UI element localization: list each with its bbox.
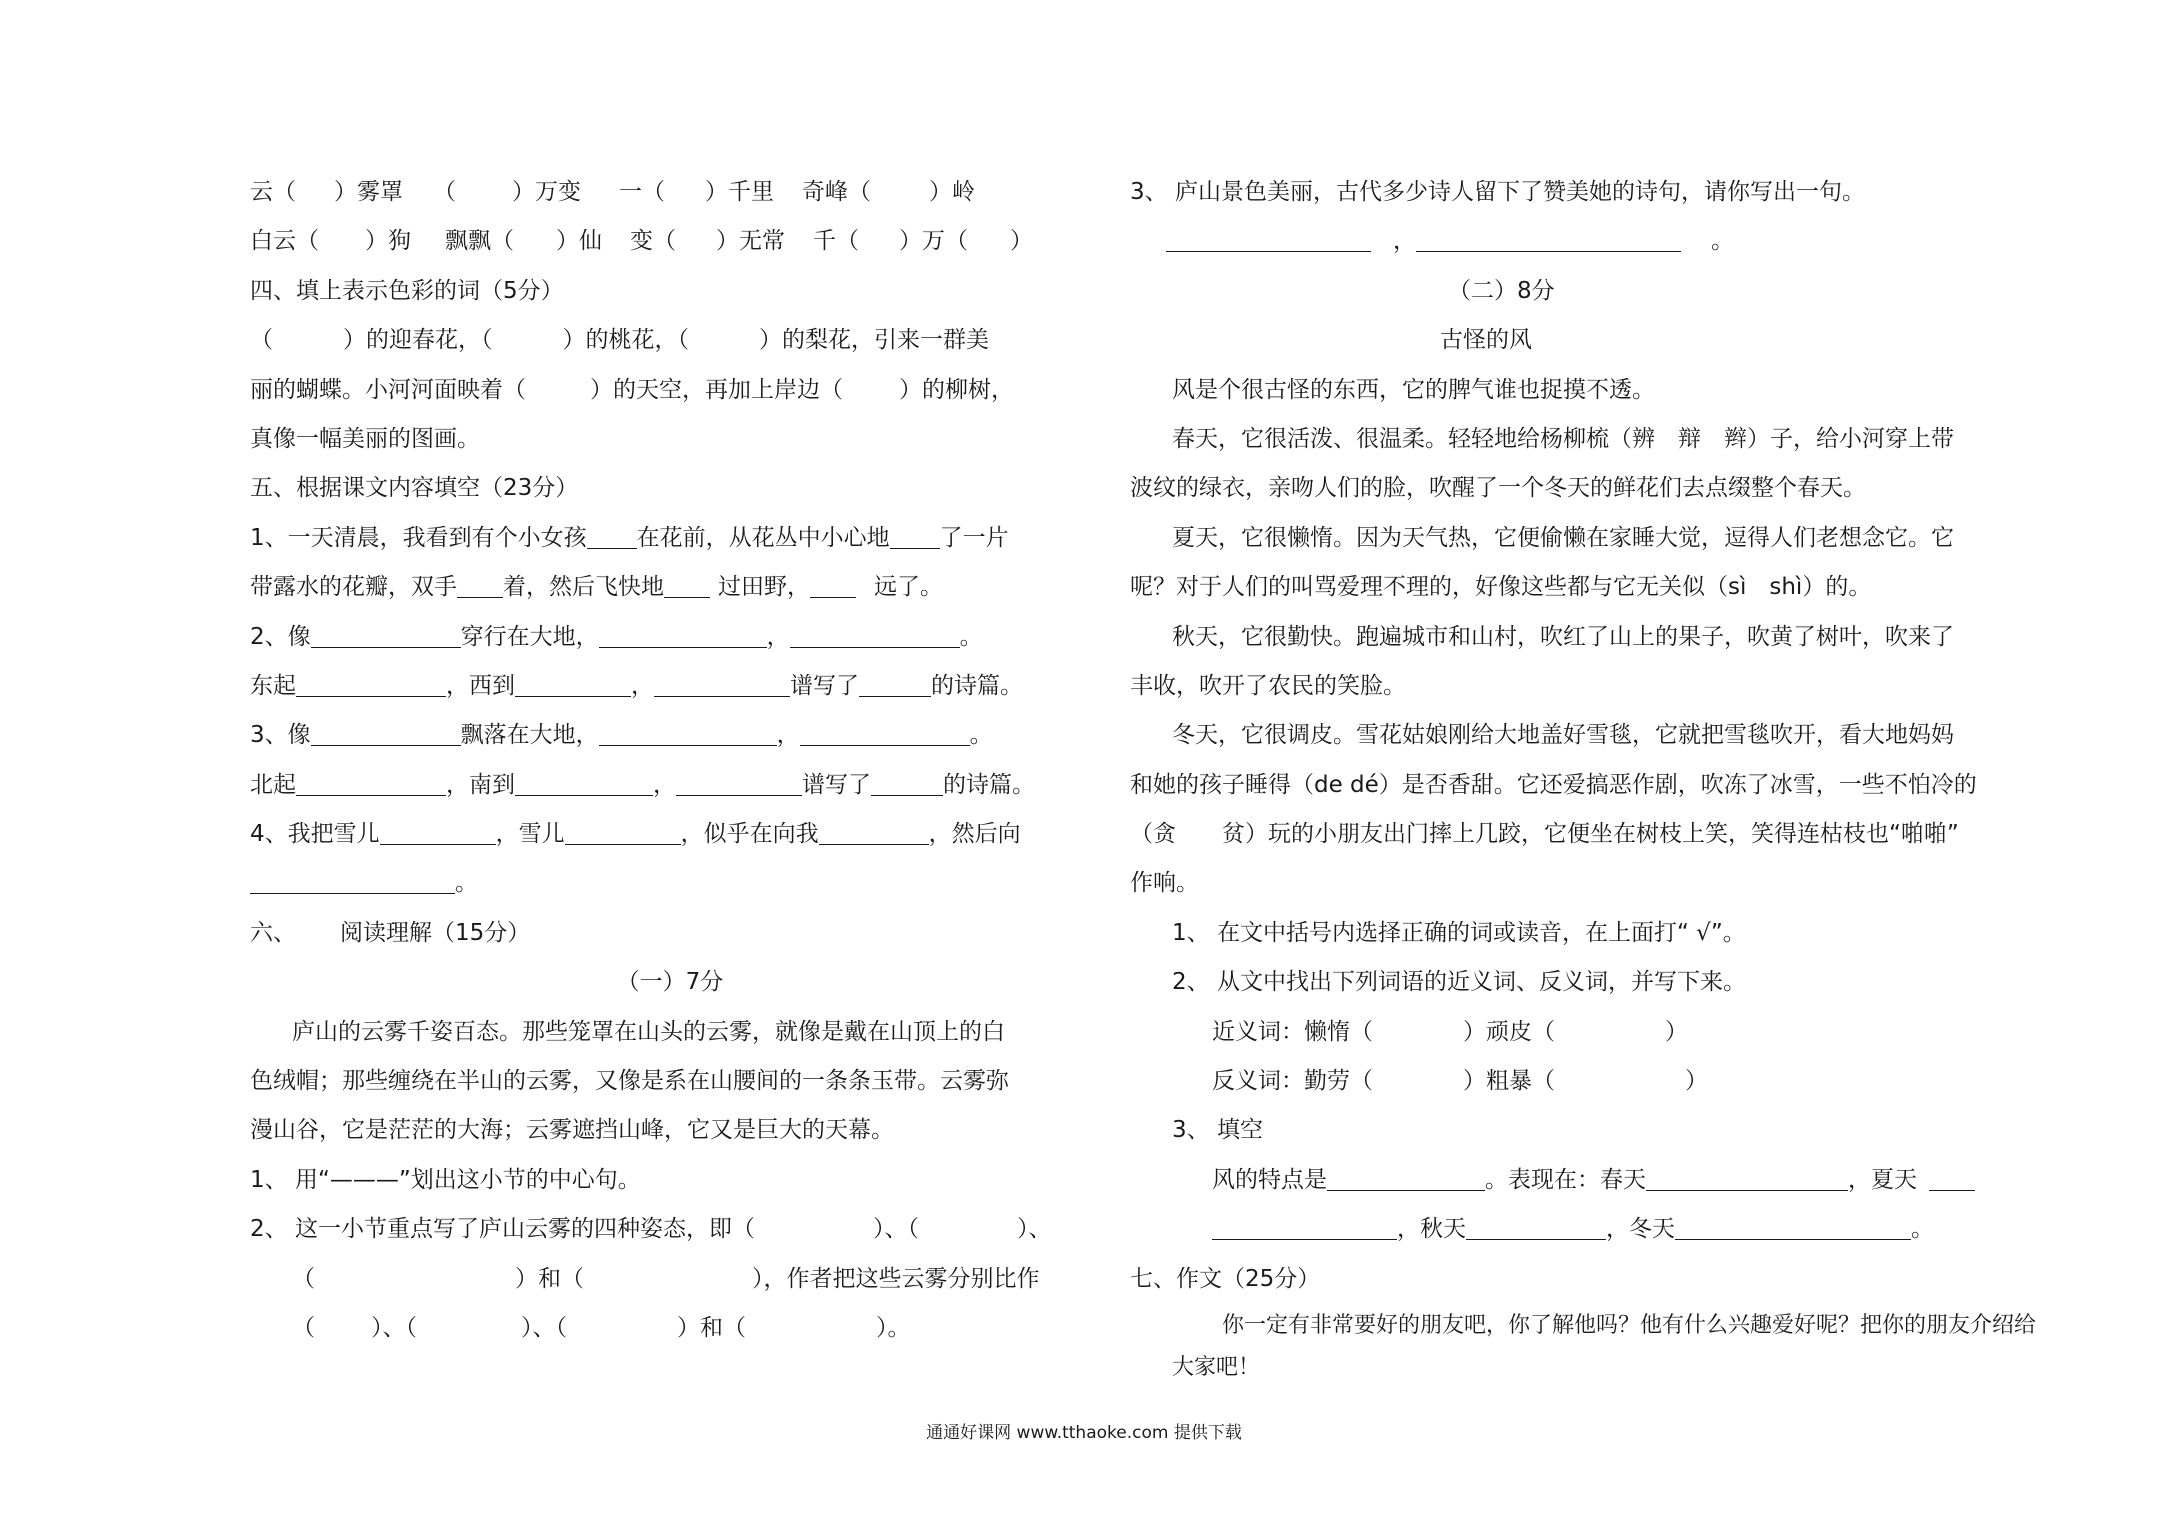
footer-credit: 通通好课网 www.tthaoke.com 提供下载 bbox=[926, 1423, 1242, 1443]
section-6-title bbox=[250, 909, 1090, 958]
question-2-line bbox=[250, 613, 1090, 662]
text: ）的柳树， bbox=[899, 376, 1014, 403]
answer-blank[interactable] bbox=[654, 670, 790, 697]
answer-blank[interactable] bbox=[1212, 1213, 1397, 1240]
text: ，雪儿 bbox=[495, 821, 565, 848]
text: ）、（ bbox=[371, 1314, 417, 1341]
text: 谱写了 bbox=[790, 672, 859, 699]
answer-blank[interactable] bbox=[790, 621, 960, 648]
text: ）和（ bbox=[677, 1314, 746, 1341]
answer-blank[interactable] bbox=[599, 621, 767, 648]
answer-blank[interactable] bbox=[1327, 1164, 1485, 1191]
section-4-line bbox=[250, 366, 1090, 415]
text: 变（ bbox=[630, 228, 676, 255]
answer-blank[interactable] bbox=[1646, 1164, 1848, 1191]
question-3-line bbox=[250, 761, 1090, 810]
text: 2、 这一小节重点写了庐山云雾的四种姿态，即（ bbox=[250, 1216, 755, 1243]
text: （ bbox=[433, 179, 456, 205]
text: 。 bbox=[1711, 228, 1734, 255]
answer-blank[interactable] bbox=[296, 670, 446, 697]
text: ） bbox=[1010, 228, 1033, 255]
text: 的诗篇。 bbox=[931, 672, 1023, 699]
text: ）、（ bbox=[521, 1314, 567, 1341]
text: 过田野， bbox=[718, 574, 810, 601]
answer-blank[interactable] bbox=[587, 522, 637, 549]
text: 近义词：懒惰（ bbox=[1212, 1018, 1373, 1045]
right-column bbox=[1130, 168, 2042, 1388]
story-question-3: 3、 填空 bbox=[1172, 1117, 1263, 1144]
passage-line: 漫山谷，它是茫茫的大海；云雾遮挡山峰，它又是巨大的天幕。 bbox=[250, 1117, 894, 1144]
story-line: 春天，它很活泼、很温柔。轻轻地给杨柳梳（辨 辩 辫）子，给小河穿上带 bbox=[1172, 425, 1954, 452]
text: ，似乎在向我 bbox=[680, 821, 819, 848]
text: ）的桃花，（ bbox=[562, 327, 689, 354]
text: 白云（ bbox=[250, 228, 319, 255]
section-4-title: 四、填上表示色彩的词（5分） bbox=[250, 277, 564, 304]
subsection-title: （一）7分 bbox=[616, 969, 724, 996]
text: 千（ bbox=[813, 228, 859, 255]
text: 。 bbox=[455, 870, 478, 897]
story-line: 风是个很古怪的东西，它的脾气谁也捉摸不透。 bbox=[1172, 376, 1655, 403]
passage-line: 庐山的云雾千姿百态。那些笼罩在山头的云雾，就像是戴在山顶上的白 bbox=[292, 1018, 1005, 1045]
story-line: 丰收，吹开了农民的笑脸。 bbox=[1130, 672, 1406, 699]
poem-answer-line bbox=[1130, 217, 2042, 266]
text: ）万变 bbox=[512, 179, 581, 205]
text: 穿行在大地， bbox=[460, 623, 599, 650]
text: ， bbox=[631, 672, 654, 699]
text: 丽的蝴蝶。小河河面映着（ bbox=[250, 376, 526, 403]
left-column bbox=[250, 168, 1090, 1353]
text: ）无常 bbox=[716, 228, 785, 255]
story-line: 和她的孩子睡得（de dé）是否香甜。它还爱搞恶作剧，吹冻了冰雪，一些不怕冷的 bbox=[1130, 771, 1977, 798]
reading-question-2 bbox=[250, 1205, 1090, 1254]
story-line: 作响。 bbox=[1130, 870, 1199, 897]
answer-blank[interactable] bbox=[565, 818, 681, 845]
text: ）顽皮（ bbox=[1463, 1018, 1555, 1045]
text: （ bbox=[292, 1314, 315, 1341]
text: 带露水的花瓣，双手 bbox=[250, 574, 457, 601]
answer-blank[interactable] bbox=[890, 522, 940, 549]
text: ）万（ bbox=[899, 228, 968, 255]
text: 六、 bbox=[250, 919, 296, 946]
text: 飘落在大地， bbox=[460, 722, 599, 749]
text: （ bbox=[250, 327, 273, 354]
answer-blank[interactable] bbox=[599, 719, 777, 746]
idiom-row-2 bbox=[250, 217, 1090, 266]
answer-blank[interactable] bbox=[311, 719, 461, 746]
text: 飘飘（ bbox=[445, 228, 514, 255]
answer-blank[interactable] bbox=[664, 571, 710, 598]
text: 奇峰（ bbox=[802, 179, 871, 205]
text: ）。 bbox=[876, 1314, 911, 1341]
story-line: 呢？对于人们的叫骂爱理不理的，好像这些都与它无关似（sì shì）的。 bbox=[1130, 574, 1872, 601]
text: 2、像 bbox=[250, 623, 311, 650]
section-4-line: 真像一幅美丽的图画。 bbox=[250, 425, 480, 452]
text: 一（ bbox=[619, 179, 665, 205]
question-2-line bbox=[250, 662, 1090, 711]
antonym-line bbox=[1130, 1057, 2042, 1106]
question-1-line bbox=[250, 514, 1090, 563]
answer-blank[interactable] bbox=[515, 670, 631, 697]
story-line: 秋天，它很勤快。跑遍城市和山村，吹红了山上的果子，吹黄了树叶，吹来了 bbox=[1172, 623, 1954, 650]
text: 风的特点是 bbox=[1212, 1166, 1327, 1193]
answer-blank[interactable] bbox=[457, 571, 503, 598]
text: ，夏天 bbox=[1848, 1166, 1917, 1193]
subsection-title: （二）8分 bbox=[1448, 277, 1555, 304]
text: ）仙 bbox=[556, 228, 602, 255]
story-line: （贪 贫）玩的小朋友出门摔上几跤，它便坐在树枝上笑，笑得连枯枝也“啪啪” bbox=[1130, 821, 1959, 848]
fill-line bbox=[1130, 1156, 2042, 1205]
text: ， bbox=[1393, 228, 1416, 255]
text: 。 bbox=[1911, 1216, 1934, 1243]
answer-blank[interactable] bbox=[1416, 225, 1681, 252]
synonym-line bbox=[1130, 1008, 2042, 1057]
story-line: 冬天，它很调皮。雪花姑娘刚给大地盖好雪毯，它就把雪毯吹开，看大地妈妈 bbox=[1172, 722, 1954, 749]
answer-blank[interactable] bbox=[380, 818, 496, 845]
text: （ bbox=[292, 1265, 315, 1292]
essay-prompt: 你一定有非常要好的朋友吧，你了解他吗？他有什么兴趣爱好呢？把你的朋友介绍给 bbox=[1222, 1312, 2037, 1338]
text: 反义词：勤劳（ bbox=[1212, 1068, 1373, 1095]
answer-blank[interactable] bbox=[1166, 225, 1371, 252]
text: ）千里 bbox=[705, 179, 774, 205]
answer-blank[interactable] bbox=[859, 670, 931, 697]
essay-prompt: 大家吧！ bbox=[1172, 1354, 1261, 1380]
idiom-row-1 bbox=[250, 168, 1090, 217]
reading-question-2 bbox=[250, 1304, 1090, 1353]
text: 1、一天清晨，我看到有个小女孩 bbox=[250, 524, 587, 551]
text: ），作者把这些云雾分别比作 bbox=[752, 1265, 1040, 1292]
text: ） bbox=[1685, 1068, 1708, 1095]
answer-blank[interactable] bbox=[250, 867, 455, 894]
question-4-line bbox=[250, 859, 1090, 908]
story-line: 夏天，它很懒惰。因为天气热，它便偷懒在家睡大觉，逗得人们老想念它。它 bbox=[1172, 524, 1954, 551]
text: ， bbox=[766, 623, 790, 650]
answer-blank[interactable] bbox=[1929, 1164, 1975, 1191]
text: 了一片 bbox=[939, 524, 1009, 551]
story-line: 波纹的绿衣，亲吻人们的脸，吹醒了一个冬天的鲜花们去点缀整个春天。 bbox=[1130, 475, 1866, 502]
text: 远了。 bbox=[874, 574, 943, 601]
reading-question-2 bbox=[250, 1255, 1090, 1304]
story-title: 古怪的风 bbox=[1440, 327, 1532, 354]
answer-blank[interactable] bbox=[1466, 1213, 1606, 1240]
reading-question-3: 3、 庐山景色美丽，古代多少诗人留下了赞美她的诗句，请你写出一句。 bbox=[1130, 179, 1865, 205]
text: ， bbox=[776, 722, 800, 749]
reading-question-1: 1、 用“———”划出这小节的中心句。 bbox=[250, 1166, 641, 1193]
fill-line bbox=[1130, 1205, 2042, 1254]
answer-blank[interactable] bbox=[515, 769, 653, 796]
passage-line: 色绒帽；那些缠绕在半山的云雾，又像是系在山腰间的一条条玉带。云雾弥 bbox=[250, 1068, 1009, 1095]
text: 4、我把雪儿 bbox=[250, 821, 380, 848]
text: ）、 bbox=[1016, 1216, 1052, 1243]
answer-blank[interactable] bbox=[296, 769, 446, 796]
text: ，然后向 bbox=[928, 821, 1021, 848]
section-7-title: 七、作文（25分） bbox=[1130, 1265, 1321, 1292]
section-5-title: 五、根据课文内容填空（23分） bbox=[250, 475, 579, 502]
text: ） bbox=[1665, 1018, 1688, 1045]
section-4-line bbox=[250, 316, 1090, 365]
text: ， bbox=[653, 771, 676, 798]
answer-blank[interactable] bbox=[800, 719, 970, 746]
text: ）和（ bbox=[515, 1265, 584, 1292]
text: 。表现在：春天 bbox=[1485, 1166, 1646, 1193]
text: ）雾罩 bbox=[334, 179, 403, 205]
answer-blank[interactable] bbox=[819, 818, 929, 845]
answer-blank[interactable] bbox=[676, 769, 802, 796]
text: 3、像 bbox=[250, 722, 311, 749]
question-4-line bbox=[250, 810, 1090, 859]
text: 北起 bbox=[250, 771, 296, 798]
text: ）狗 bbox=[365, 228, 411, 255]
text: 云（ bbox=[250, 179, 296, 205]
text: 东起 bbox=[250, 672, 296, 699]
answer-blank[interactable] bbox=[871, 769, 943, 796]
story-question-1: 1、 在文中括号内选择正确的词或读音，在上面打“ √”。 bbox=[1172, 919, 1746, 946]
answer-blank[interactable] bbox=[810, 571, 856, 598]
text: ）的梨花，引来一群美 bbox=[759, 327, 989, 354]
text: 。 bbox=[969, 722, 993, 749]
text: ）的迎春花，（ bbox=[343, 327, 493, 354]
text: ，冬天 bbox=[1606, 1216, 1675, 1243]
text: 在花前，从花丛中小心地 bbox=[636, 524, 890, 551]
text: 阅读理解（15分） bbox=[340, 919, 531, 946]
text: ）粗暴（ bbox=[1463, 1068, 1555, 1095]
text: ，秋天 bbox=[1397, 1216, 1466, 1243]
text: 着，然后飞快地 bbox=[503, 574, 664, 601]
text: ）的天空，再加上岸边（ bbox=[590, 376, 843, 403]
text: 。 bbox=[959, 623, 983, 650]
text: ，西到 bbox=[446, 672, 515, 699]
text: ）、（ bbox=[872, 1216, 919, 1243]
text: ，南到 bbox=[446, 771, 515, 798]
text: ）岭 bbox=[929, 179, 975, 205]
answer-blank[interactable] bbox=[1675, 1213, 1911, 1240]
question-1-line bbox=[250, 563, 1090, 612]
answer-blank[interactable] bbox=[311, 621, 461, 648]
story-question-2: 2、 从文中找出下列词语的近义词、反义词，并写下来。 bbox=[1172, 969, 1746, 996]
text: 的诗篇。 bbox=[943, 771, 1035, 798]
question-3-line bbox=[250, 711, 1090, 760]
text: 谱写了 bbox=[802, 771, 871, 798]
